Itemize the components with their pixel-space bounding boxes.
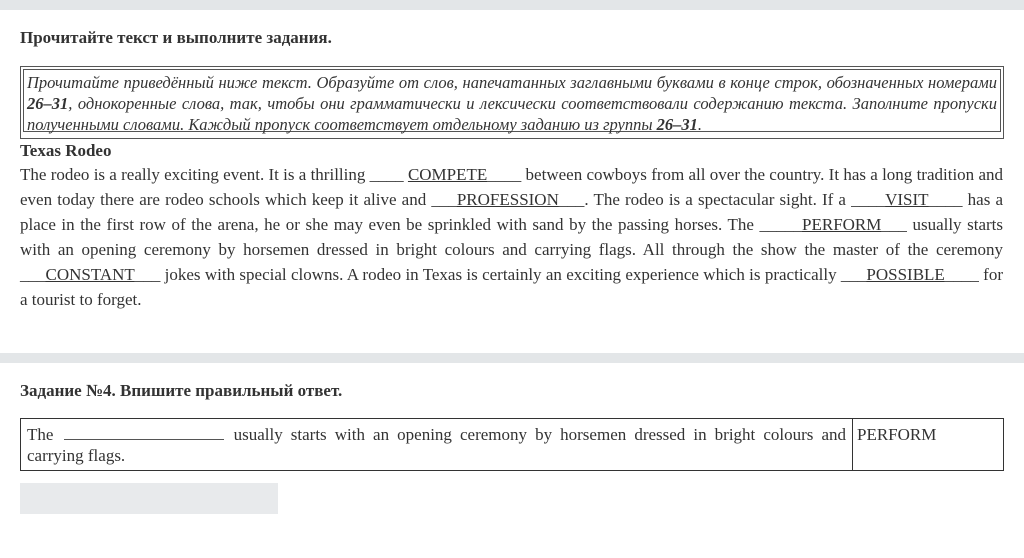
instruction-box [20,66,1004,139]
task-sentence-end: usually starts with an opening ceremony by horsemen dressed in bright colours and carrying flags. [27,425,847,465]
instruction-text [23,69,1001,132]
gap-perform: _____PERFORM___ [759,215,907,234]
keyword-perform: PERFORM [802,215,882,234]
top-divider-bar [0,0,1024,10]
passage-segment: The rodeo is a really exciting event. It is a thrilling [20,165,370,184]
passage-segment: for a tourist to forget. [20,265,1003,309]
gap-possible: ___POSSIBLE____ [840,265,979,284]
gap-compete: ____ COMPETE____ [369,165,522,184]
passage-segment: . The rodeo is a spectacular sight. If a [584,190,852,209]
passage-segment: jokes with special clowns. A rodeo in Texas is certainly an exciting experience which is practically [160,265,841,284]
gap-visit: ____VISIT____ [851,190,963,209]
text-title: Texas Rodeo [20,141,112,160]
keyword-constant: CONSTANT [45,265,135,284]
instruction-part3: . [697,115,703,134]
passage-segment: between cowboys from all over the country. It has a long tradition and even today there are rodeo schools which keep it alive and [20,165,1004,209]
page-heading: Прочитайте текст и выполните задания. [20,28,332,47]
instruction-part1: Прочитайте приведённый ниже текст. Образуйте от слов, напечатанных заглавными буквами в конце строк, обозначенных номерами [27,73,997,92]
gap-constant: ___CONSTANT___ [20,265,161,284]
instruction-range2: 26–31 [656,115,698,134]
task-heading: Задание №4. Впишите правильный ответ. [20,381,343,400]
section-divider-bar [0,353,1024,363]
answer-input[interactable] [20,483,278,514]
keyword-profession: PROFESSION [456,190,559,209]
task-keyword: PERFORM [857,425,937,444]
passage-segment: usually starts with an opening ceremony by horsemen dressed in bright colours and carrying flags. All through the show the master of the ceremony [20,215,1004,259]
instruction-part2: , однокоренные слова, так, чтобы они грамматически и лексически соответствовали содержанию текста. Заполните пропуски полученными словами. Каждый пропуск соответствует отдельному заданию из группы [27,94,997,134]
keyword-compete: COMPETE [407,165,488,184]
inline-blank [64,425,224,440]
task-sentence-start: The [27,425,54,444]
instruction-range1: 26–31 [27,94,69,113]
keyword-visit: VISIT [885,190,929,209]
task-sentence [21,419,853,470]
gap-profession: ___PROFESSION___ [431,190,585,209]
passage-segment: has a place in the first row of the arena, he or she may even be sprinkled with sand by the passing horses. The [20,190,1004,234]
task-table [20,418,1004,471]
keyword-possible: POSSIBLE [866,265,945,284]
reading-passage [20,162,1003,312]
